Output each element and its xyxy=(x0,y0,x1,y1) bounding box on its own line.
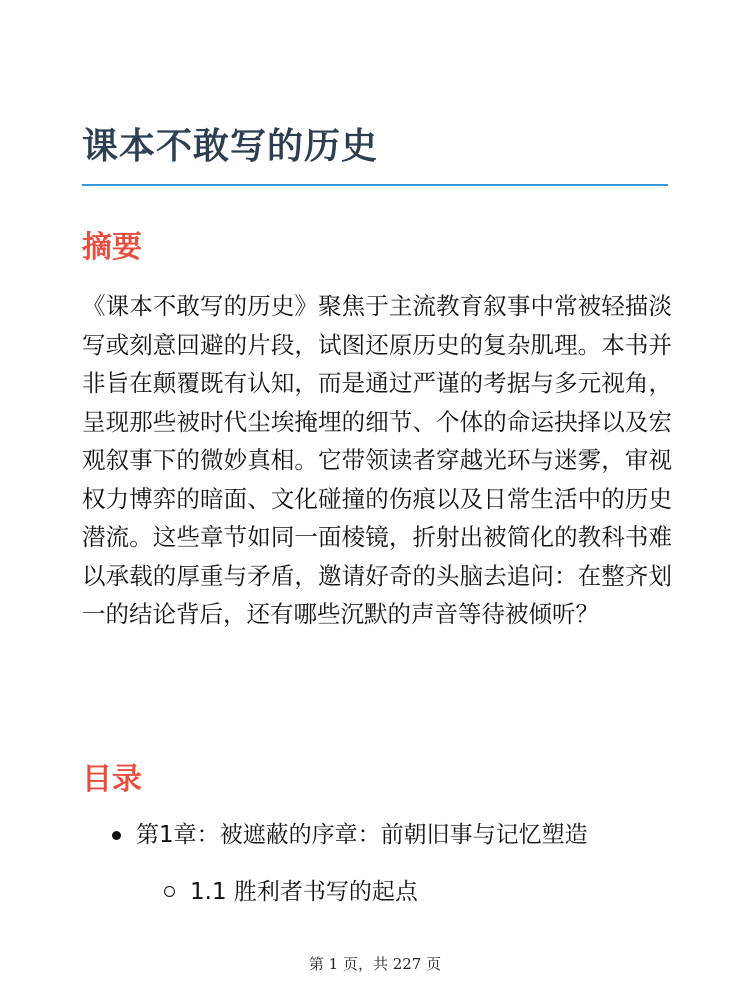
toc-section-item[interactable] xyxy=(82,872,682,912)
toc-list xyxy=(82,815,682,912)
toc-chapter-label[interactable]: 第1章：被遮蔽的序章：前朝旧事与记忆塑造 xyxy=(136,822,588,848)
abstract-paragraph: 《课本不敢写的历史》聚焦于主流教育叙事中常被轻描淡写或刻意回避的片段，试图还原历史的复杂肌理。本书并非旨在颠覆既有认知，而是通过严谨的考据与多元视角，呈现那些被时代尘埃掩埋的细节、个体的命运抉择以及宏观叙事下的微妙真相。它带领读者穿越光环与迷雾，审视权力博弈的暗面、文化碰撞的伤痕以及日常生活中的历史潜流。这些章节如同一面棱镜，折射出被简化的教科书难以承载的厚重与矛盾，邀请好奇的头脑去追问：在整齐划一的结论背后，还有哪些沉默的声音等待被倾听？ xyxy=(82,292,672,628)
toc-chapter-item[interactable] xyxy=(82,815,682,855)
toc-heading: 目录 xyxy=(82,762,142,797)
bullet-circle-icon xyxy=(164,886,175,897)
bullet-disc-icon xyxy=(112,831,121,840)
abstract-heading: 摘要 xyxy=(82,230,142,265)
title-divider xyxy=(82,184,668,186)
page-footer: 第 1 页，共 227 页 xyxy=(308,955,442,973)
toc-section-label[interactable]: 1.1 胜利者书写的起点 xyxy=(190,879,418,905)
document-title: 课本不敢写的历史 xyxy=(82,126,379,167)
